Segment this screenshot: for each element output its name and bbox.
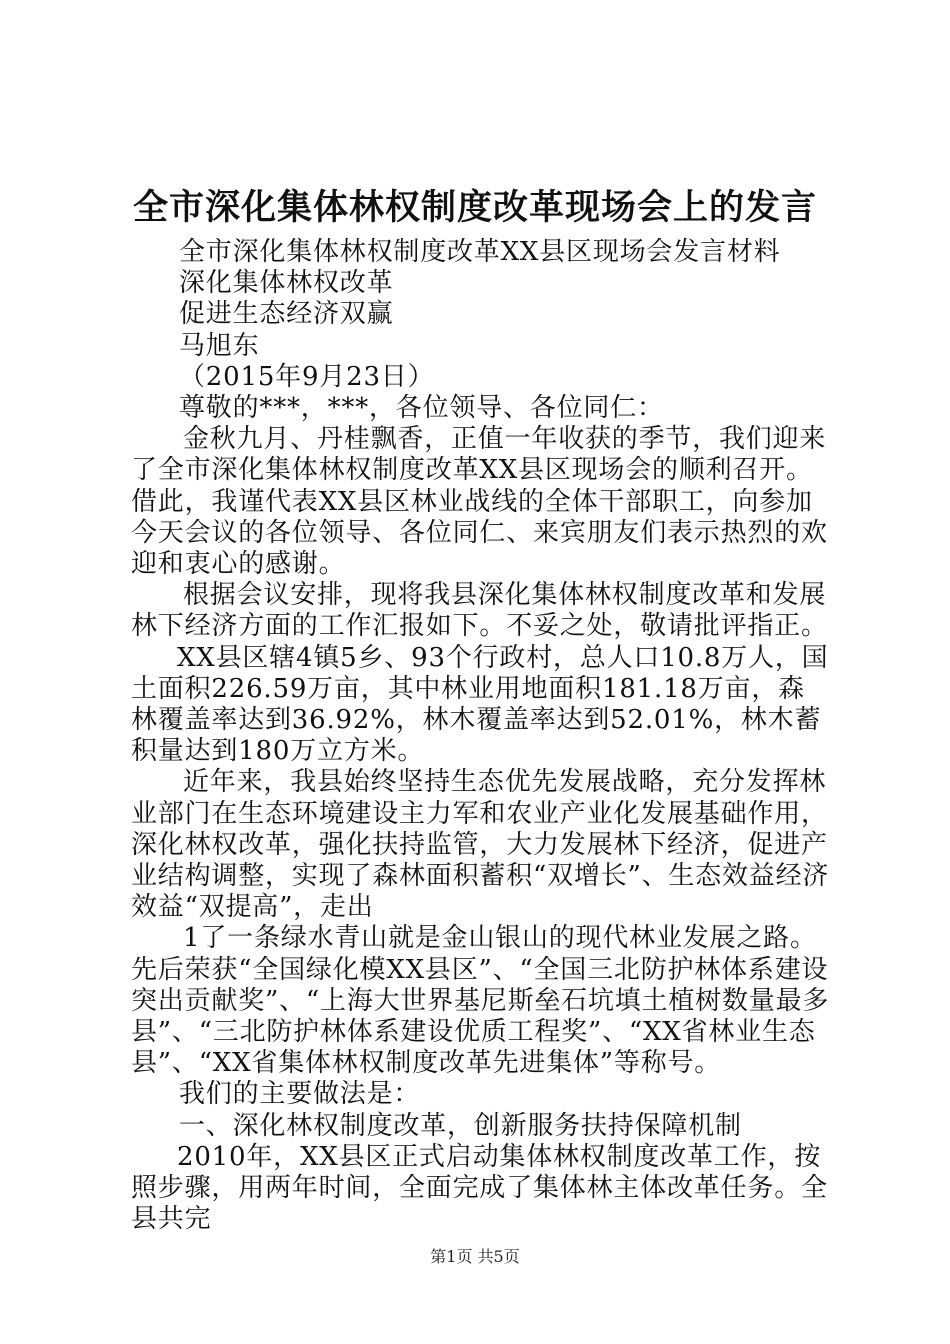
author-name: 马旭东 — [179, 330, 260, 361]
page-number-footer: 第1页 共5页 — [430, 1247, 520, 1266]
salutation: 尊敬的***，***，各位领导、各位同仁： — [179, 393, 664, 424]
paragraph-county-overview: XX县区辖4镇5乡、93个行政村，总人口10.8万人，国土面积226.59万亩，其中林业用地面积181.18万亩，森林覆盖率达到36.92%，林木覆盖率达到52.01%，林木蓄积量达到180万立方米。 — [131, 642, 829, 767]
document-body — [131, 237, 831, 1236]
paragraph-reform-start: 2010年，XX县区正式启动集体林权制度改革工作，按照步骤，用两年时间，全面完成了集体林主体改革任务。全县共完 — [131, 1141, 828, 1235]
paragraph-achievements: 近年来，我县始终坚持生态优先发展战略，充分发挥林业部门在生态环境建设主力军和农业产业化发展基础作用，深化林权改革，强化扶持监管，大力发展林下经济，促进产业结构调整，实现了森林面积蓄积“双增长”、生态效益经济效益“双提高”，走出 — [131, 767, 830, 923]
subtitle-line: 全市深化集体林权制度改革XX县区现场会发言材料 — [179, 237, 781, 267]
heading-line-2: 促进生态经济双赢 — [179, 299, 394, 330]
speech-date: （2015年9月23日） — [179, 361, 435, 392]
paragraph-honors: 1了一条绿水青山就是金山银山的现代林业发展之路。先后荣获“全国绿化模XX县区”、“全国三北防护林体系建设突出贡献奖”、“上海大世界基尼斯垒石坑填土植树数量最多县”、“三北防护林体系建设优质工程奖”、“XX省林业生态县”、“XX省集体林权制度改革先进集体”等称号。 — [131, 923, 830, 1079]
paragraph-welcome: 金秋九月、丹桂飘香，正值一年收获的季节，我们迎来了全市深化集体林权制度改革XX县区现场会的顺利召开。借此，我谨代表XX县区林业战线的全体干部职工，向参加今天会议的各位领导、各位同仁、来宾朋友们表示热烈的欢迎和衷心的感谢。 — [131, 424, 828, 580]
heading-line-1: 深化集体林权改革 — [179, 268, 394, 299]
section-heading-1: 一、深化林权制度改革，创新服务扶持保障机制 — [179, 1110, 742, 1141]
paragraph-methods-intro: 我们的主要做法是： — [179, 1079, 421, 1110]
paragraph-report-intro: 根据会议安排，现将我县深化集体林权制度改革和发展林下经济方面的工作汇报如下。不妥之处，敬请批评指正。 — [131, 580, 828, 642]
page-title: 全市深化集体林权制度改革现场会上的发言 — [132, 188, 817, 228]
